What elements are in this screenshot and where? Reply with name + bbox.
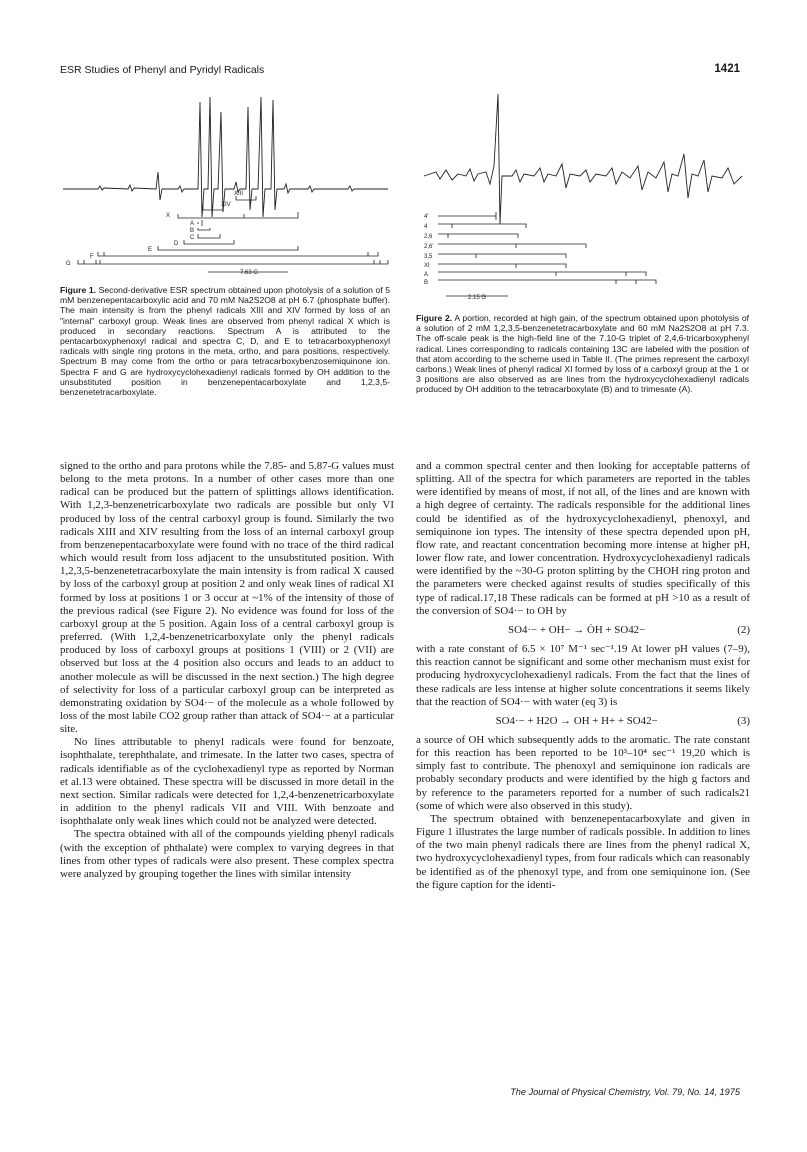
right-column (416, 460, 750, 892)
figure-2-caption-label: Figure 2. (416, 313, 453, 323)
fig1-label-a: A (190, 221, 195, 227)
figure-2-caption-text: A portion, recorded at high gain, of the spectrum obtained upon photolysis of a solution of 2 mM 1,2,3,5-benzenetetracarboxylate and 60 mM Na2S2O8 at pH 7.3. The off-scale peak is the high-field line of the 7.10-G triplet of 2,4,6-tricarboxyphenyl radical. Lines corresponding to radicals containing 13C are labeled with the position of that atom according to the scheme used in Table II. (The primes represent the carboxyl carbons.) Weak lines of phenyl radical XI formed by loss of a carboxyl group at the 1 or 3 positions are also observed as are lines from the hydroxycyclohexadienyl radicals produced by OH addition to the tetracarboxylate (B) and to trimesate (A). (416, 313, 749, 395)
figure-2-spectrum (416, 84, 750, 306)
fig2-label-26: 2,6 (424, 234, 433, 240)
fig1-label-d: D (174, 241, 179, 247)
figure-2-caption (416, 313, 749, 395)
equation-3-number: (3) (737, 714, 750, 727)
right-paragraph-4: The spectrum obtained with benzenepentacarboxylate and given in Figure 1 illustrates the large number of radicals possible. In addition to lines of the two main phenyl radicals there are lines from the phenyl radical X, two hydroxycyclohexadienyl types, from four radicals which can reasonably be identified as of the phenoxyl type, and from one semiquinone ion. (See the figure caption for the identi- (416, 812, 750, 891)
figure-1-caption-label: Figure 1. (60, 285, 97, 295)
fig2-label-4: 4 (424, 224, 428, 230)
left-column (60, 460, 394, 881)
fig2-label-xi: XI (424, 263, 430, 269)
right-paragraph-3: a source of OH which subsequently adds to the aromatic. The rate constant for this reaction has been reported to be 10³–10⁴ sec⁻¹ 19,20 which is simply fast to contribute. The phenoxyl and semiquinone ion radicals are probably secondary products and were identified by the high g factors and by reference to the parameters reported for a number of such radicals21 (some of which were also observed in this study). (416, 733, 750, 812)
equation-3 (416, 715, 750, 728)
equation-2 (416, 624, 750, 637)
fig1-label-x: X (166, 213, 171, 219)
fig2-label-a: A (424, 272, 429, 278)
fig2-label-4prime: 4' (424, 214, 429, 220)
fig2-label-26prime: 2,6' (424, 244, 434, 250)
fig1-label-f: F (90, 254, 94, 260)
fig2-label-b: B (424, 280, 429, 286)
fig1-label-xiii: XIII (234, 191, 244, 197)
journal-footer: The Journal of Physical Chemistry, Vol. 79, No. 14, 1975 (510, 1087, 740, 1097)
right-paragraph-1: and a common spectral center and then looking for acceptable patterns of splitting. All of the spectra for which parameters are reported in the tables were identified by means of most, if not all, of the lines and are known with a high degree of certainty. The radicals responsible for the additional lines could be identified as of the hydroxycyclohexadienyl, phenoxyl, and semiquinone ion types. The intensity of these spectra depended upon pH, flow rate, and reactant concentration becoming more intense at higher pH, lower flow rate, and lower concentration. Hydroxycyclohexadienyl radicals were identified by the ~30-G proton splitting by the CHOH ring proton and the parameters were checked against results of studies specifically of this type of radical.17,18 These radicals can be formed at pH >10 as a result of the conversion of SO4·− to OH by (416, 460, 750, 617)
left-paragraph-3: The spectra obtained with all of the compounds yielding phenyl radicals (with the exception of phthalate) were complex to varying degrees in that lines from other types of radicals were also present. These complex spectra were analyzed by grouping together the lines with similar intensity (60, 828, 394, 880)
figure-1-caption-text: Second-derivative ESR spectrum obtained upon photolysis of a solution of 5 mM benzenepentacarboxylic acid and 70 mM Na2S2O8 at pH 6.7 (phosphate buffer). The main intensity is from the phenyl radicals XIII and XIV formed by loss of an "internal" carboxyl group. Weak lines are observed from phenyl radical X which is produced in secondary reactions. Spectrum A is attributed to the pentacarboxyphenoxyl radical and spectra C, D, and E to tetracarboxyphenoxyl radicals with single ring protons in the meta, ortho, and para positions, respectively. Spectrum B may come from the ortho or para tetracarboxybenzosemiquinone ion. Spectra F and G are hydroxycyclohexadienyl radicals formed by OH addition to the unsubstituted position in benzenepentacarboxylate and 1,2,3,5-benzenetetracarboxylate. (60, 285, 390, 398)
equation-2-number: (2) (737, 623, 750, 636)
fig1-scale-label: 7.63 G (240, 270, 259, 276)
fig1-label-xiv: XIV (221, 202, 231, 208)
fig1-label-b: B (190, 228, 195, 234)
figure-1-caption (60, 285, 390, 397)
right-paragraph-2: with a rate constant of 6.5 × 10⁷ M⁻¹ sec⁻¹.19 At lower pH values (7–9), this reaction cannot be significant and some other mechanism must exist for producing hydroxycyclohexadienyl radicals. From the fact that the lines of these radicals are less intense at higher solute concentrations it seems likely that the reaction of SO4·− with water (eq 3) is (416, 643, 750, 708)
left-paragraph-2: No lines attributable to phenyl radicals were found for benzoate, isophthalate, terephthalate, and trimesate. In the latter two cases, spectra of radicals identifiable as of the cyclohexadienyl type as reported by Norman et al.13 were obtained. These spectra will be discussed in more detail in the next section. Similar radicals were detected for 1,2,4-benzenetricarboxylate in addition to the phenyl radicals VII and VIII. With benzoate and isophthalate only weak lines which could not be analyzed were detected. (60, 736, 394, 828)
figure-1-spectrum (58, 92, 398, 278)
fig1-label-g: G (66, 261, 71, 267)
fig1-label-e: E (148, 247, 153, 253)
running-title: ESR Studies of Phenyl and Pyridyl Radicals (60, 64, 265, 76)
page-number: 1421 (714, 63, 740, 75)
equation-3-body: SO4·− + H2O → OH + H+ + SO42− (495, 714, 658, 727)
left-paragraph-1: signed to the ortho and para protons while the 7.85- and 5.87-G values must belong to the meta protons. In a number of other cases more than one radical can be produced but the pattern of splittings allows identification. With 1,2,3-benzenetricarboxylate two radicals are possible but only VI produced by loss of the central carboxyl group is found. Similarly the two radicals XIII and XIV resulting from the loss of an internal carboxyl group from benzenepentacarboxylate were found with no trace of the third radical which would result from loss adjacent to the unsubstituted position. With 1,2,3,5-benzenetetracarboxylate the main intensity is from radical X caused by loss of the carboxyl group at position 2 and only weak lines of radical XI formed by loss at positions 1 or 3 occur at ~1% of the intensity of those of the previous radical (see Figure 2). No evidence was found for loss of the carboxyl group at the 5 position. Again loss of a central carboxyl group is preferred. (With 1,2,4-benzenetricarboxylate only the phenyl radicals produced by loss of carboxyl groups at positions 1 (VIII) or 2 (VII) are observed but loss at the 4 position also occurs and leads to an adduct to another molecule as will be discussed in the next section.) The high degree of selectivity for loss of a particular carboxyl group can be interpreted as demonstrating oxidation by SO4·− of the molecule as a whole followed by loss of the most labile CO2 group rather than attack of SO4·− at a particular site. (60, 460, 394, 736)
fig2-label-35: 3,5 (424, 254, 433, 260)
fig2-scale-label: 2.15 G (468, 295, 487, 301)
equation-2-body: SO4·− + OH− → ȮH + SO42− (508, 623, 646, 636)
fig1-label-c: C (190, 235, 195, 241)
